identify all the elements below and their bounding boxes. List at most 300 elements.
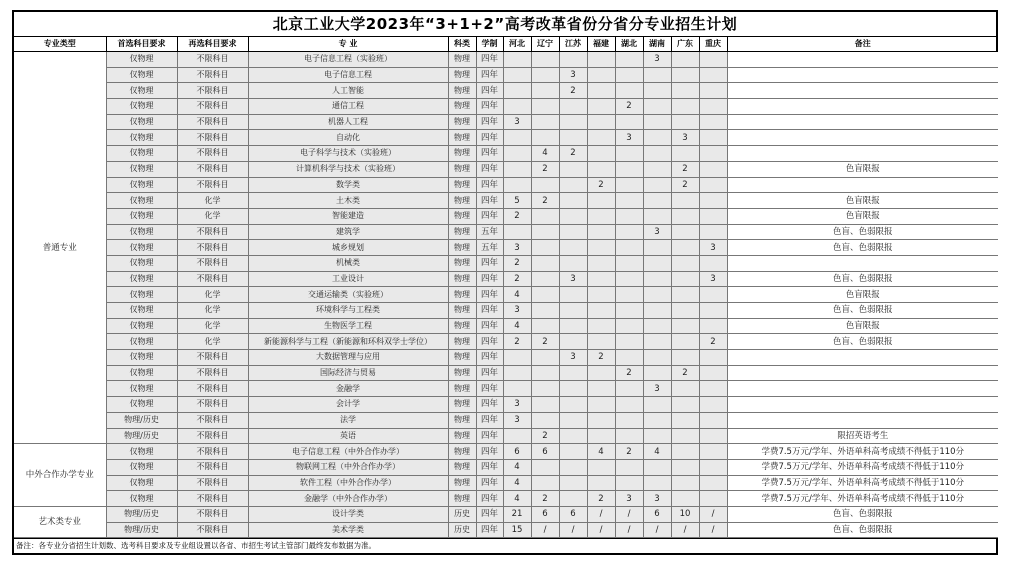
quota-liaoning-cell [531,99,559,115]
quota-fujian-cell [587,52,615,68]
remarks-cell [727,114,998,130]
category-cell: 物理 [448,459,476,475]
quota-jiangsu-cell: 3 [559,271,587,287]
category-cell: 历史 [448,506,476,522]
quota-guangdong-cell [671,146,699,162]
quota-jiangsu-cell [559,255,587,271]
major-name-cell: 新能源科学与工程（新能源和环科双学士学位） [248,334,448,350]
quota-fujian-cell: / [587,506,615,522]
quota-hunan-cell [643,303,671,319]
quota-hunan-cell [643,475,671,491]
quota-hebei-cell [503,177,531,193]
first-subject-cell: 仅物理 [106,83,177,99]
quota-jiangsu-cell [559,491,587,507]
second-subject-cell: 化学 [177,334,248,350]
quota-chongqing-cell [699,287,727,303]
duration-cell: 四年 [476,67,503,83]
first-subject-cell: 仅物理 [106,146,177,162]
first-subject-cell: 仅物理 [106,208,177,224]
quota-hubei-cell: / [615,522,643,538]
second-subject-cell: 不限科目 [177,428,248,444]
second-subject-cell: 不限科目 [177,350,248,366]
quota-hebei-cell: 21 [503,506,531,522]
second-subject-cell: 不限科目 [177,459,248,475]
quota-fujian-cell [587,208,615,224]
quota-chongqing-cell: 3 [699,240,727,256]
quota-jiangsu-cell [559,334,587,350]
quota-hunan-cell [643,208,671,224]
table-row [14,506,998,522]
category-cell: 物理 [448,271,476,287]
category-cell: 物理 [448,177,476,193]
table-row [14,224,998,240]
second-subject-cell: 不限科目 [177,271,248,287]
quota-hubei-cell [615,83,643,99]
duration-cell: 四年 [476,428,503,444]
first-subject-cell: 仅物理 [106,99,177,115]
quota-hunan-cell [643,412,671,428]
quota-hunan-cell [643,146,671,162]
quota-chongqing-cell: / [699,506,727,522]
quota-hubei-cell [615,459,643,475]
quota-hebei-cell: 3 [503,412,531,428]
second-subject-cell: 不限科目 [177,506,248,522]
first-subject-cell: 仅物理 [106,365,177,381]
category-cell: 物理 [448,52,476,68]
first-subject-cell: 仅物理 [106,240,177,256]
table-row [14,114,998,130]
quota-chongqing-cell [699,83,727,99]
quota-jiangsu-cell [559,161,587,177]
quota-chongqing-cell [699,99,727,115]
quota-guangdong-cell [671,114,699,130]
quota-hunan-cell: / [643,522,671,538]
quota-jiangsu-cell: 2 [559,146,587,162]
quota-guangdong-cell: / [671,522,699,538]
quota-hunan-cell: 6 [643,506,671,522]
table-row [14,459,998,475]
category-cell: 物理 [448,99,476,115]
quota-chongqing-cell [699,255,727,271]
remarks-cell [727,177,998,193]
first-subject-cell: 仅物理 [106,130,177,146]
quota-fujian-cell [587,83,615,99]
quota-hunan-cell [643,161,671,177]
major-name-cell: 城乡规划 [248,240,448,256]
quota-jiangsu-cell [559,208,587,224]
category-cell: 物理 [448,475,476,491]
quota-liaoning-cell [531,271,559,287]
duration-cell: 四年 [476,303,503,319]
major-type-cell: 艺术类专业 [14,506,106,537]
category-cell: 物理 [448,397,476,413]
table-body [14,52,998,538]
quota-jiangsu-cell: 2 [559,83,587,99]
quota-jiangsu-cell: 6 [559,506,587,522]
quota-fujian-cell [587,146,615,162]
remarks-cell: 色盲限报 [727,208,998,224]
first-subject-cell: 仅物理 [106,303,177,319]
major-name-cell: 智能建造 [248,208,448,224]
header-cell: 广东 [671,37,699,52]
category-cell: 物理 [448,318,476,334]
remarks-cell: 学费7.5万元/学年、外语单科高考成绩不得低于110分 [727,459,998,475]
first-subject-cell: 物理/历史 [106,506,177,522]
major-name-cell: 金融学 [248,381,448,397]
quota-hubei-cell [615,303,643,319]
first-subject-cell: 仅物理 [106,193,177,209]
duration-cell: 四年 [476,522,503,538]
quota-hebei-cell: 4 [503,287,531,303]
second-subject-cell: 不限科目 [177,130,248,146]
quota-guangdong-cell [671,428,699,444]
header-cell: 科类 [448,37,476,52]
quota-fujian-cell [587,334,615,350]
quota-hunan-cell [643,83,671,99]
quota-hubei-cell [615,397,643,413]
duration-cell: 四年 [476,271,503,287]
remarks-cell: 学费7.5万元/学年、外语单科高考成绩不得低于110分 [727,475,998,491]
quota-hubei-cell [615,271,643,287]
quota-fujian-cell [587,67,615,83]
first-subject-cell: 仅物理 [106,459,177,475]
quota-hubei-cell [615,146,643,162]
category-cell: 物理 [448,161,476,177]
quota-chongqing-cell [699,193,727,209]
quota-fujian-cell [587,365,615,381]
second-subject-cell: 化学 [177,208,248,224]
quota-hebei-cell: 2 [503,255,531,271]
table-row [14,412,998,428]
first-subject-cell: 仅物理 [106,334,177,350]
major-name-cell: 设计学类 [248,506,448,522]
remarks-cell [727,365,998,381]
duration-cell: 四年 [476,412,503,428]
quota-hebei-cell: 6 [503,444,531,460]
quota-hebei-cell: 3 [503,303,531,319]
quota-guangdong-cell [671,271,699,287]
quota-hebei-cell: 3 [503,240,531,256]
quota-jiangsu-cell [559,177,587,193]
quota-hebei-cell: 4 [503,475,531,491]
second-subject-cell: 不限科目 [177,114,248,130]
quota-liaoning-cell [531,255,559,271]
second-subject-cell: 不限科目 [177,444,248,460]
second-subject-cell: 不限科目 [177,381,248,397]
quota-liaoning-cell [531,208,559,224]
first-subject-cell: 仅物理 [106,161,177,177]
quota-chongqing-cell [699,177,727,193]
quota-guangdong-cell: 10 [671,506,699,522]
quota-guangdong-cell: 2 [671,161,699,177]
second-subject-cell: 化学 [177,318,248,334]
table-row [14,334,998,350]
second-subject-cell: 不限科目 [177,365,248,381]
quota-guangdong-cell [671,303,699,319]
major-name-cell: 机器人工程 [248,114,448,130]
major-name-cell: 会计学 [248,397,448,413]
quota-chongqing-cell [699,67,727,83]
remarks-cell: 色盲限报 [727,193,998,209]
quota-hunan-cell [643,177,671,193]
quota-fujian-cell [587,475,615,491]
quota-hubei-cell [615,161,643,177]
quota-guangdong-cell [671,444,699,460]
quota-hubei-cell: 2 [615,365,643,381]
major-type-cell: 普通专业 [14,52,106,444]
major-name-cell: 金融学（中外合作办学） [248,491,448,507]
duration-cell: 四年 [476,161,503,177]
quota-chongqing-cell [699,224,727,240]
quota-hebei-cell: 4 [503,318,531,334]
category-cell: 物理 [448,365,476,381]
quota-hubei-cell [615,287,643,303]
remarks-cell [727,381,998,397]
table-row [14,491,998,507]
second-subject-cell: 不限科目 [177,224,248,240]
header-cell: 重庆 [699,37,727,52]
quota-jiangsu-cell [559,240,587,256]
quota-hebei-cell [503,146,531,162]
header-row [14,37,998,52]
quota-hebei-cell: 4 [503,491,531,507]
quota-liaoning-cell [531,381,559,397]
major-name-cell: 法学 [248,412,448,428]
category-cell: 历史 [448,522,476,538]
quota-liaoning-cell: 6 [531,444,559,460]
table-row [14,522,998,538]
quota-guangdong-cell [671,193,699,209]
remarks-cell [727,52,998,68]
quota-jiangsu-cell [559,130,587,146]
header-cell: 再选科目要求 [177,37,248,52]
category-cell: 物理 [448,428,476,444]
quota-jiangsu-cell [559,459,587,475]
quota-liaoning-cell [531,459,559,475]
quota-hubei-cell: 3 [615,130,643,146]
category-cell: 物理 [448,350,476,366]
quota-liaoning-cell [531,287,559,303]
quota-hubei-cell [615,475,643,491]
first-subject-cell: 仅物理 [106,224,177,240]
quota-hunan-cell [643,397,671,413]
quota-liaoning-cell [531,83,559,99]
major-name-cell: 大数据管理与应用 [248,350,448,366]
second-subject-cell: 不限科目 [177,52,248,68]
quota-hubei-cell [615,412,643,428]
remarks-cell [727,412,998,428]
quota-liaoning-cell [531,240,559,256]
quota-liaoning-cell [531,130,559,146]
quota-hebei-cell: 4 [503,459,531,475]
quota-chongqing-cell: / [699,522,727,538]
duration-cell: 四年 [476,381,503,397]
table-row [14,350,998,366]
quota-guangdong-cell [671,350,699,366]
quota-chongqing-cell [699,444,727,460]
quota-hunan-cell [643,193,671,209]
table-row [14,146,998,162]
first-subject-cell: 仅物理 [106,177,177,193]
header-cell: 学制 [476,37,503,52]
table-row [14,161,998,177]
table-row [14,130,998,146]
quota-liaoning-cell [531,177,559,193]
major-name-cell: 自动化 [248,130,448,146]
table-row [14,303,998,319]
quota-guangdong-cell [671,334,699,350]
major-name-cell: 电子科学与技术（实验班） [248,146,448,162]
page-title: 北京工业大学2023年“3+1+2”高考改革省份分省分专业招生计划 [14,12,996,37]
quota-hunan-cell [643,130,671,146]
quota-hebei-cell [503,67,531,83]
quota-chongqing-cell: 2 [699,334,727,350]
second-subject-cell: 化学 [177,193,248,209]
quota-hubei-cell [615,334,643,350]
quota-chongqing-cell [699,208,727,224]
major-name-cell: 英语 [248,428,448,444]
first-subject-cell: 仅物理 [106,271,177,287]
quota-guangdong-cell [671,397,699,413]
quota-hebei-cell: 3 [503,397,531,413]
first-subject-cell: 仅物理 [106,255,177,271]
quota-guangdong-cell [671,459,699,475]
remarks-cell [727,67,998,83]
quota-hebei-cell: 2 [503,271,531,287]
quota-chongqing-cell [699,365,727,381]
quota-fujian-cell [587,303,615,319]
second-subject-cell: 不限科目 [177,67,248,83]
quota-chongqing-cell [699,459,727,475]
quota-hubei-cell [615,381,643,397]
duration-cell: 四年 [476,255,503,271]
category-cell: 物理 [448,114,476,130]
quota-hebei-cell [503,350,531,366]
major-name-cell: 物联网工程（中外合作办学） [248,459,448,475]
quota-jiangsu-cell [559,287,587,303]
quota-fujian-cell: 4 [587,444,615,460]
quota-guangdong-cell: 3 [671,130,699,146]
quota-hebei-cell [503,365,531,381]
table-row [14,99,998,115]
quota-hebei-cell [503,130,531,146]
duration-cell: 四年 [476,83,503,99]
first-subject-cell: 物理/历史 [106,412,177,428]
quota-liaoning-cell: 2 [531,428,559,444]
quota-chongqing-cell [699,397,727,413]
second-subject-cell: 不限科目 [177,146,248,162]
remarks-cell: 色盲、色弱限报 [727,506,998,522]
quota-fujian-cell [587,428,615,444]
second-subject-cell: 不限科目 [177,99,248,115]
header-cell: 辽宁 [531,37,559,52]
duration-cell: 四年 [476,459,503,475]
header-cell: 备注 [727,37,998,52]
remarks-cell: 色盲限报 [727,161,998,177]
quota-hunan-cell [643,318,671,334]
quota-hebei-cell [503,99,531,115]
major-name-cell: 美术学类 [248,522,448,538]
second-subject-cell: 不限科目 [177,177,248,193]
quota-hubei-cell [615,52,643,68]
remarks-cell: 色盲、色弱限报 [727,522,998,538]
quota-hunan-cell [643,67,671,83]
quota-hubei-cell: / [615,506,643,522]
quota-guangdong-cell [671,255,699,271]
duration-cell: 四年 [476,444,503,460]
table-row [14,193,998,209]
remarks-cell: 色盲、色弱限报 [727,303,998,319]
major-name-cell: 建筑学 [248,224,448,240]
quota-hunan-cell [643,255,671,271]
quota-hubei-cell [615,255,643,271]
quota-hebei-cell [503,428,531,444]
major-name-cell: 计算机科学与技术（实验班） [248,161,448,177]
remarks-cell: 色盲限报 [727,287,998,303]
quota-jiangsu-cell: 3 [559,67,587,83]
quota-hunan-cell [643,365,671,381]
quota-hebei-cell: 5 [503,193,531,209]
quota-hebei-cell [503,83,531,99]
duration-cell: 四年 [476,52,503,68]
quota-hunan-cell: 3 [643,381,671,397]
table-row [14,365,998,381]
major-name-cell: 电子信息工程（中外合作办学） [248,444,448,460]
quota-fujian-cell [587,412,615,428]
header-cell: 福建 [587,37,615,52]
second-subject-cell: 不限科目 [177,475,248,491]
quota-hunan-cell [643,334,671,350]
first-subject-cell: 仅物理 [106,287,177,303]
quota-fujian-cell: 2 [587,350,615,366]
quota-fujian-cell [587,287,615,303]
quota-jiangsu-cell [559,318,587,334]
quota-chongqing-cell [699,428,727,444]
major-name-cell: 电子信息工程 [248,67,448,83]
quota-chongqing-cell: 3 [699,271,727,287]
first-subject-cell: 仅物理 [106,381,177,397]
header-cell: 河北 [503,37,531,52]
table-row [14,240,998,256]
category-cell: 物理 [448,193,476,209]
duration-cell: 四年 [476,99,503,115]
quota-guangdong-cell [671,381,699,397]
major-name-cell: 软件工程（中外合作办学） [248,475,448,491]
remarks-cell [727,255,998,271]
quota-guangdong-cell [671,83,699,99]
quota-guangdong-cell: 2 [671,365,699,381]
quota-liaoning-cell: / [531,522,559,538]
second-subject-cell: 不限科目 [177,83,248,99]
table-row [14,255,998,271]
major-name-cell: 土木类 [248,193,448,209]
quota-liaoning-cell [531,350,559,366]
quota-jiangsu-cell [559,114,587,130]
duration-cell: 四年 [476,208,503,224]
first-subject-cell: 仅物理 [106,350,177,366]
first-subject-cell: 物理/历史 [106,522,177,538]
header-cell: 江苏 [559,37,587,52]
remarks-cell: 学费7.5万元/学年、外语单科高考成绩不得低于110分 [727,491,998,507]
quota-hunan-cell [643,271,671,287]
quota-fujian-cell [587,271,615,287]
quota-hunan-cell [643,114,671,130]
quota-jiangsu-cell [559,428,587,444]
quota-fujian-cell [587,255,615,271]
major-name-cell: 人工智能 [248,83,448,99]
quota-hunan-cell [643,350,671,366]
duration-cell: 四年 [476,334,503,350]
